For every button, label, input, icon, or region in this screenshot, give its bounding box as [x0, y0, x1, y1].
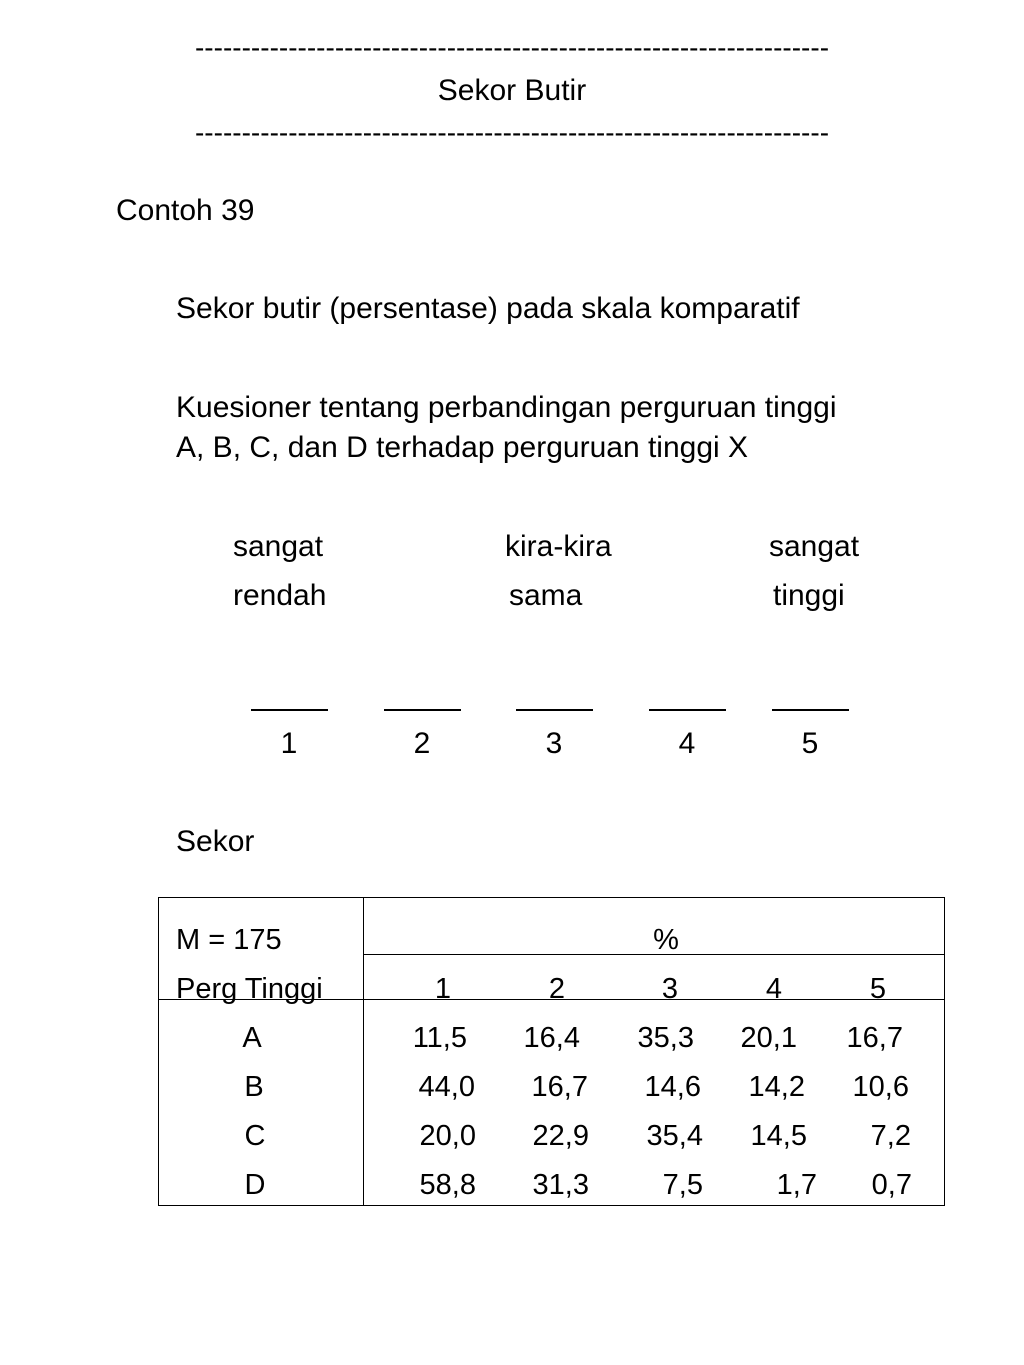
table-cell: 10,6	[852, 1071, 909, 1103]
table-col-1: 1	[434, 973, 452, 1005]
anchor-high-line1: sangat	[769, 530, 860, 563]
scale-number-5: 5	[801, 727, 819, 760]
anchor-mid-line2: sama	[509, 579, 583, 612]
page-title	[0, 72, 1024, 110]
scale-blank-3[interactable]	[516, 709, 593, 711]
anchor-low-line1: sangat	[233, 530, 324, 563]
table-col-2: 2	[548, 973, 566, 1005]
table-m-label: M = 175	[176, 924, 282, 956]
anchor-high-line2: tinggi	[773, 579, 845, 612]
anchor-low-line2: rendah	[233, 579, 327, 612]
scale-blank-5[interactable]	[772, 709, 849, 711]
table-col-3: 3	[661, 973, 679, 1005]
header-rule-bottom: --------------------------------------------------------------------	[194, 117, 830, 148]
table-row-label-d: D	[244, 1169, 266, 1201]
scale-number-2: 2	[413, 727, 431, 760]
example-label: Contoh 39	[116, 194, 255, 227]
table-cell: 58,8	[419, 1169, 476, 1201]
table-cell: 7,2	[870, 1120, 911, 1152]
description-line-2: A, B, C, dan D terhadap perguruan tinggi X	[176, 431, 749, 464]
table-cell: 14,5	[750, 1120, 807, 1152]
table-cell: 20,0	[419, 1120, 476, 1152]
description-line-1: Kuesioner tentang perbandingan perguruan tinggi	[176, 391, 837, 424]
table-cell: 35,4	[646, 1120, 703, 1152]
header-rule-top: --------------------------------------------------------------------	[194, 32, 830, 63]
table-cell: 14,6	[644, 1071, 701, 1103]
table-row-header: Perg Tinggi	[176, 973, 323, 1005]
table-cell: 16,7	[846, 1022, 903, 1054]
table-cell: 14,2	[748, 1071, 805, 1103]
table-percent-header: %	[653, 924, 679, 956]
table-cell: 44,0	[418, 1071, 475, 1103]
table-row-label-c: C	[244, 1120, 266, 1152]
scale-number-1: 1	[280, 727, 298, 760]
scale-number-3: 3	[545, 727, 563, 760]
table-row-label-b: B	[244, 1071, 264, 1103]
table-cell: 16,4	[523, 1022, 580, 1054]
table-cell: 7,5	[662, 1169, 703, 1201]
subtitle: Sekor butir (persentase) pada skala komparatif	[176, 292, 800, 325]
table-cell: 0,7	[871, 1169, 912, 1201]
table-cell: 35,3	[637, 1022, 694, 1054]
table-cell: 16,7	[531, 1071, 588, 1103]
table-col-4: 4	[765, 973, 783, 1005]
table-divider-vertical	[363, 897, 364, 1206]
table-col-5: 5	[869, 973, 887, 1005]
table-cell: 11,5	[412, 1022, 467, 1054]
scale-number-4: 4	[678, 727, 696, 760]
table-cell: 31,3	[532, 1169, 589, 1201]
page-title-text: Sekor Butir	[437, 74, 587, 107]
table-cell: 22,9	[532, 1120, 589, 1152]
anchor-mid-line1: kira-kira	[505, 530, 612, 563]
table-cell: 1,7	[776, 1169, 817, 1201]
scale-blank-1[interactable]	[251, 709, 328, 711]
table-row-label-a: A	[242, 1022, 262, 1054]
table-cell: 20,1	[740, 1022, 797, 1054]
score-label: Sekor	[176, 825, 255, 858]
scale-blank-4[interactable]	[649, 709, 726, 711]
scale-blank-2[interactable]	[384, 709, 461, 711]
